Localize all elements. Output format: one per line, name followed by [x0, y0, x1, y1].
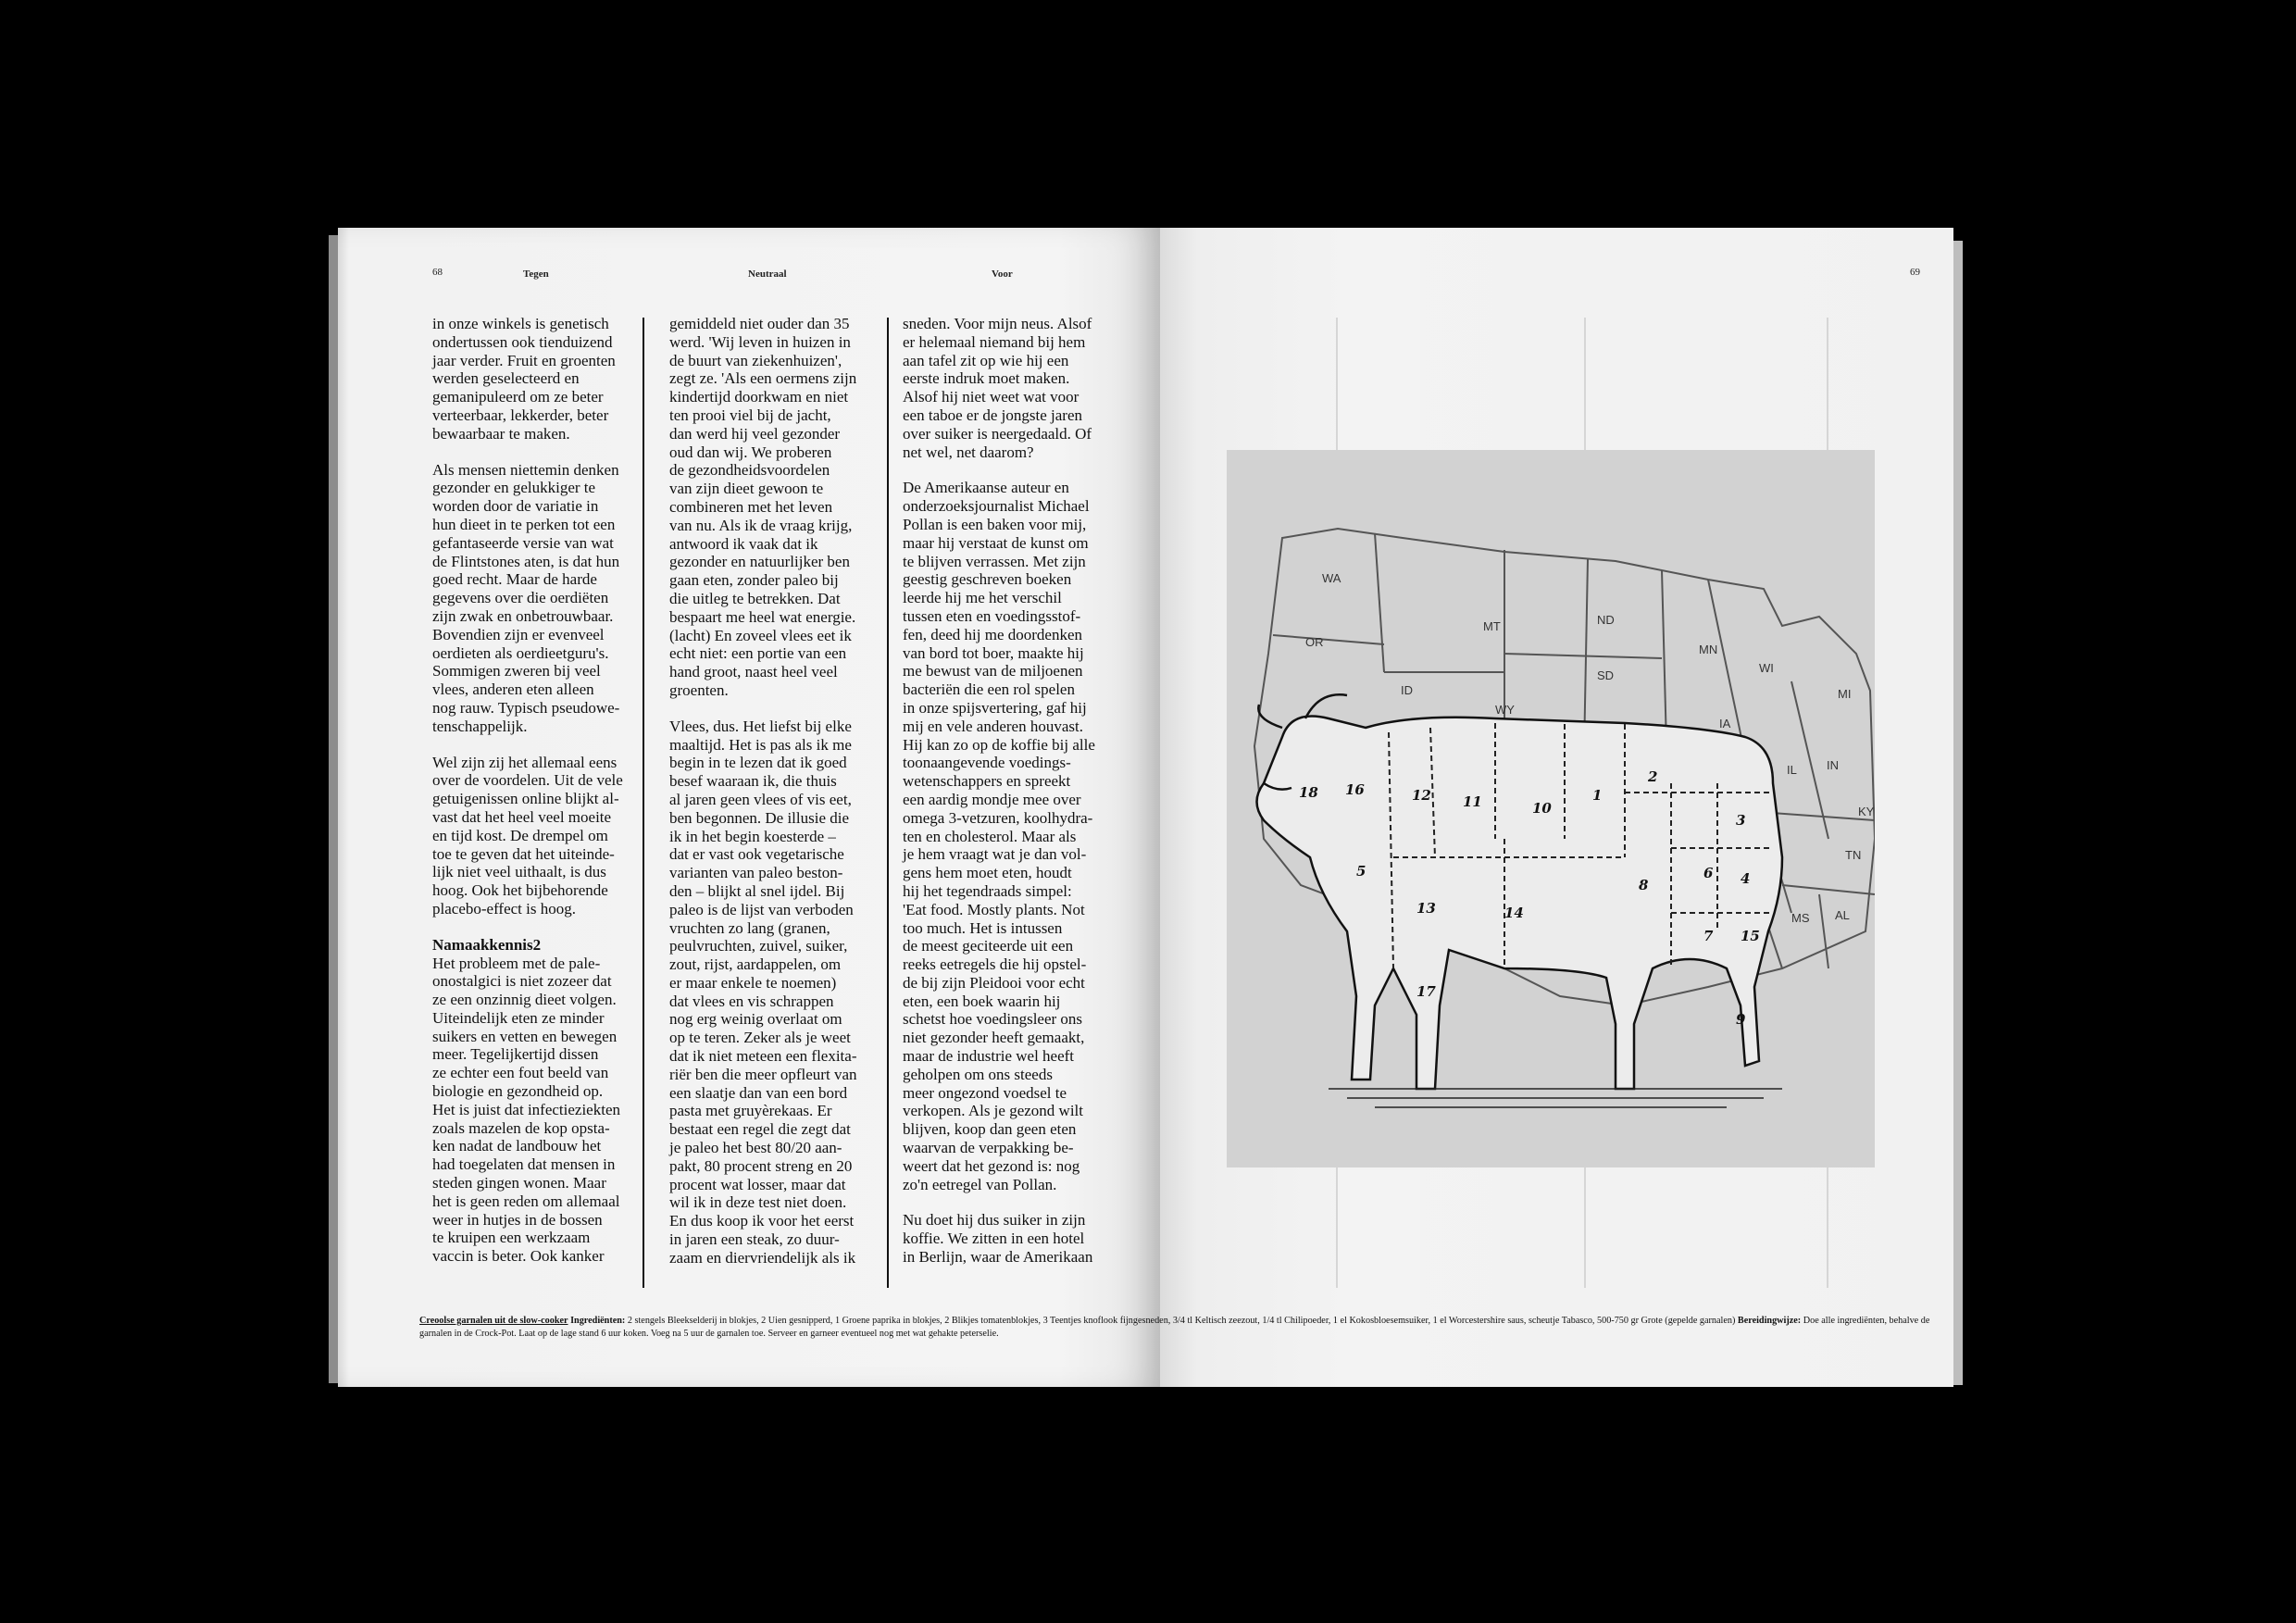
right-page [1160, 228, 1953, 1387]
header-tegen: Tegen [523, 268, 549, 280]
svg-text:3: 3 [1736, 812, 1746, 829]
header-neutraal: Neutraal [748, 268, 787, 280]
book-spread [338, 228, 1953, 1387]
svg-text:MI: MI [1838, 687, 1852, 701]
svg-text:7: 7 [1703, 928, 1714, 944]
svg-text:8: 8 [1639, 877, 1649, 893]
svg-text:SD: SD [1597, 668, 1615, 682]
svg-text:10: 10 [1532, 800, 1552, 817]
svg-text:KY: KY [1858, 805, 1875, 818]
paragraph: Het probleem met de pale- onostalgici is niet zozeer dat ze een onzinnig dieet volgen. Uiteindelijk eten ze minder suikers en vetten en bewegen meer. Tegelijkertijd dissen ze echter een fout beeld van biologie en gezondheid op. Het is juist dat infectieziekten zoals mazelen de kop opsta- ken nadat de landbouw het had toegelaten dat mensen in steden gingen wonen. Maar het is geen reden om allemaal weer in hutjes in de bossen te kruipen een werkzaam vaccin is beter. Ook kanker [432, 954, 620, 1266]
recipe-ingredients-label: Ingrediënten: [570, 1316, 626, 1326]
paragraph: Vlees, dus. Het liefst bij elke maaltijd. Het is pas als ik me begin in te lezen dat ik goed besef waaraan ik, die thuis al jaren geen vlees of vis eet, ben begonnen. De illusie die ik in het begin koesterde – dat er vast ook vegetarische varianten van paleo beston- den – blijkt al snel ijdel. Bij paleo is de lijst van verboden vruchten zo lang (granen, peulvruchten, zuivel, suiker, zout, rijst, aardappelen, om er maar enkele te noemen) dat vlees en vis schrappen nog erg weinig overlaat om op te teren. Zeker als je weet dat ik niet meteen een flexita- riër ben die meer opfleurt van een slaatje dan van een bord pasta met gruyèrekaas. Er bestaat een regel die zegt dat je paleo het best 80/20 aan- pakt, 80 procent streng en 20 procent wat losser, maar dat wil ik in deze test niet doen. En dus koop ik voor het eerst in jaren een steak, zo duur- zaam en diervriendelijk als ik [669, 717, 857, 1267]
svg-text:1: 1 [1592, 787, 1603, 804]
svg-text:ND: ND [1597, 613, 1615, 627]
column-rule [643, 318, 644, 1288]
svg-text:WI: WI [1759, 661, 1774, 675]
paragraph: sneden. Voor mijn neus. Alsof er helemaal niemand bij hem aan tafel zit op wie hij een eerste indruk moet maken. Alsof hij niet weet wat voor een taboe er de jongste jaren over suiker is neergedaald. Of net wel, net daarom? [903, 315, 1092, 461]
svg-text:5: 5 [1356, 863, 1366, 880]
svg-text:MS: MS [1791, 911, 1810, 925]
svg-text:AL: AL [1835, 908, 1850, 922]
svg-text:16: 16 [1345, 781, 1365, 798]
svg-text:11: 11 [1463, 793, 1482, 810]
svg-text:OR: OR [1305, 635, 1324, 649]
paragraph: Wel zijn zij het allemaal eens over de voordelen. Uit de vele getuigenissen online blijkt al- vast dat het heel veel moeite en tijd kost. De drempel om toe te geven dat het uiteinde- lijk niet veel uithaalt, is dus hoog. Ook het bijbehorende placebo-effect is hoog. [432, 753, 623, 918]
svg-text:MN: MN [1699, 643, 1718, 656]
svg-text:4: 4 [1741, 870, 1751, 887]
column-tegen [432, 315, 653, 1283]
subheading: Namaakkennis2 [432, 935, 542, 954]
recipe-method-label: Bereidingwijze: [1737, 1316, 1802, 1326]
page-block-edge [1953, 241, 1963, 1385]
recipe-ingredients: 2 stengels Bleekselderij in blokjes, 2 Uien gesnipperd, 1 Groene paprika in blokjes, 2 Blikjes tomatenblokjes, 3 Teentjes knoflook fijngesneden, 3/4 tl Keltisch zeezout, 1/4 tl Chilipoeder, 1 el Kokosbloesemsuiker, 1 el Worcestershire saus, scheutje Tabasco, 500-750 gr Grote (gepelde garnalen) [627, 1316, 1736, 1326]
svg-text:18: 18 [1299, 784, 1318, 801]
recipe-method: Doe alle ingrediënten, behalve de garnalen in de Crock-Pot. Laat op de lage stand 6 uur koken. Voeg na 5 uur de garnalen toe. Serveer en garneer eventueel nog met wat gehakte peterselie. [419, 1316, 1930, 1339]
svg-text:17: 17 [1416, 983, 1436, 1000]
svg-text:WA: WA [1322, 571, 1341, 585]
svg-text:IN: IN [1827, 758, 1839, 772]
svg-text:TN: TN [1845, 848, 1862, 862]
paragraph: Nu doet hij dus suiker in zijn koffie. We zitten in een hotel in Berlijn, waar de Amerikaan [903, 1211, 1093, 1267]
svg-text:2: 2 [1648, 768, 1658, 785]
svg-text:ID: ID [1401, 683, 1413, 697]
svg-text:9: 9 [1736, 1011, 1746, 1028]
paragraph: De Amerikaanse auteur en onderzoeksjournalist Michael Pollan is een baken voor mij, maar hij verstaat de kunst om te blijven verrassen. Met zijn geestig geschreven boeken leerde hij me het verschil tussen eten en voedingsstof- fen, deed hij me doordenken van bord tot boer, maakte hij me bewust van de miljoenen bacteriën die een rol spelen in onze spijsvertering, gaf hij mij en vele anderen houvast. Hij kan zo op de koffie bij alle toonaangevende voedings- wetenschappers en spreekt een aardig mondje mee over omega 3-vetzuren, koolhydra- ten en cholesterol. Maar als je hem vraagt wat je dan vol- gens hem moet eten, houdt hij het tegendraads simpel: 'Eat food. Mostly plants. Not too much. Het is intussen de meest geciteerde uit een reeks eetregels die hij opstel- de bij zijn Pleidooi voor echt eten, een boek waarin hij schetst hoe voedingsleer ons niet gezonder heeft gemaakt, maar de industrie wel heeft geholpen om ons steeds meer ongezond voedsel te verkopen. Als je gezond wilt blijven, koop dan geen eten waarvan de verpakking be- weert dat het gezond is: nog zo'n eetregel van Pollan. [903, 479, 1095, 1193]
paragraph: gemiddeld niet ouder dan 35 werd. 'Wij leven in huizen in de buurt van ziekenhuizen', zegt ze. 'Als een oermens zijn kindertijd doorkwam en niet ten prooi viel bij de jacht, dan werd hij veel gezonder oud dan wij. We proberen de gezondheidsvoordelen van zijn dieet gewoon te combineren met het leven van nu. Als ik de vraag krijg, antwoord ik vaak dat ik gezonder en natuurlijker ben gaan eten, zonder paleo bij die uitleg te betrekken. Dat bespaart me heel wat energie. (lacht) En zoveel vlees eet ik echt niet: een portie van een hand groot, naast heel veel groenten. [669, 315, 857, 699]
paragraph: Als mensen niettemin denken gezonder en gelukkiger te worden door de variatie in hun dieet in te perken tot een gefantaseerde versie van wat de Flintstones aten, is dat hun goed recht. Maar de harde gegevens over die oerdiëten zijn zwak en onbetrouwbaar. Bovendien zijn er evenveel oerdieten als oerdieetguru's. Sommigen zweren bij veel vlees, anderen eten alleen nog rauw. Typisch pseudowe- tenschappelijk. [432, 460, 620, 735]
cow-map-illustration [1227, 450, 1875, 1167]
svg-text:12: 12 [1412, 787, 1431, 804]
svg-text:13: 13 [1416, 900, 1436, 917]
recipe-title: Creoolse garnalen uit de slow-cooker [419, 1316, 568, 1326]
svg-text:15: 15 [1741, 928, 1760, 944]
page-number-right: 69 [1910, 267, 1920, 278]
column-voor [903, 315, 1123, 1284]
paragraph: in onze winkels is genetisch ondertussen ook tienduizend jaar verder. Fruit en groenten werden geselecteerd en gemanipuleerd om ze beter verteerbaar, lekkerder, beter bewaarbaar te maken. [432, 315, 616, 443]
svg-text:IL: IL [1787, 763, 1797, 777]
column-rule [887, 318, 889, 1288]
svg-text:6: 6 [1703, 865, 1714, 881]
svg-text:WY: WY [1495, 703, 1515, 717]
cow-butcher-cuts-over-us-map-icon [1227, 450, 1875, 1167]
column-neutraal [669, 315, 890, 1285]
svg-text:14: 14 [1504, 905, 1524, 921]
left-page [338, 228, 1160, 1387]
svg-text:MT: MT [1483, 619, 1501, 633]
header-voor: Voor [992, 268, 1013, 280]
page-number-left: 68 [432, 267, 443, 278]
recipe-footer [419, 1315, 1938, 1341]
book-cover-edge [329, 235, 338, 1383]
svg-text:IA: IA [1719, 717, 1731, 730]
